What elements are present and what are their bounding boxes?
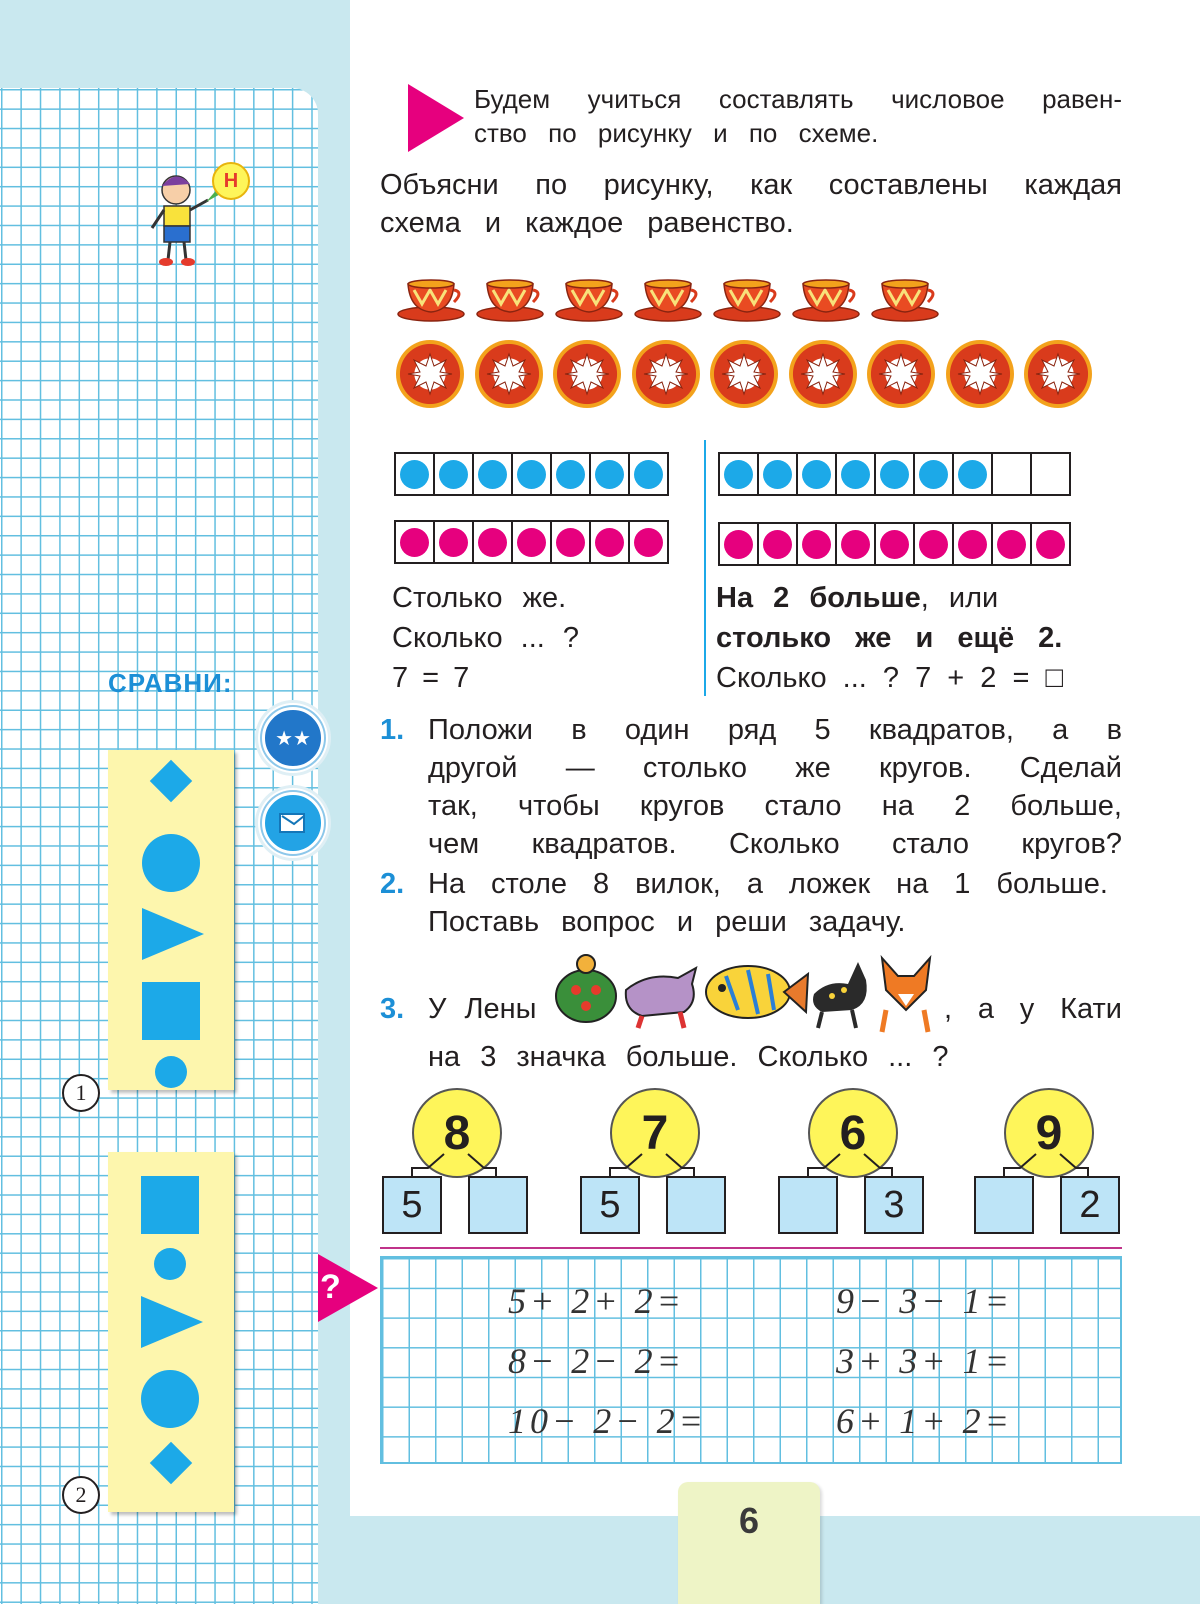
scheme-dot [919, 460, 948, 489]
task-3-line-2: на 3 значка больше. Сколько ... ? [428, 1041, 949, 1073]
number-tree-part-right[interactable] [468, 1176, 528, 1234]
scheme-dot [634, 460, 663, 489]
left-caption-line-2: Сколько ... ? [392, 622, 580, 654]
circle-shape [142, 834, 200, 892]
scheme-cell [474, 454, 513, 494]
scheme-dot [556, 528, 585, 557]
number-tree-total: 9 [1004, 1088, 1094, 1178]
saucer-icon [475, 340, 543, 408]
scheme-dot [763, 460, 792, 489]
task-1-text [428, 711, 1122, 863]
expression: 6+ 1+ 2= [836, 1401, 1013, 1441]
right-caption-rest: , или [920, 582, 999, 614]
shape-card-2 [108, 1152, 234, 1512]
scheme-right-top [718, 452, 1071, 496]
scheme-dot [958, 530, 987, 559]
scheme-cell [993, 524, 1032, 564]
horse-badge-icon [813, 962, 867, 1028]
scheme-dot [802, 460, 831, 489]
expression: 5+ 2+ 2= [508, 1281, 685, 1321]
scheme-cell [876, 454, 915, 494]
task-1-line: Положи в один ряд 5 квадратов, а в [428, 714, 1122, 746]
fish-badge-icon [706, 966, 808, 1018]
number-tree-part-left[interactable] [778, 1176, 838, 1234]
saucers-row [396, 340, 1096, 412]
scheme-dot [439, 460, 468, 489]
intro-line-1: Будем учиться составлять числовое равен- [474, 84, 1122, 114]
card-number-2: 2 [62, 1476, 100, 1514]
scheme-cell [720, 524, 759, 564]
section-divider [380, 1247, 1122, 1249]
task-2-line: Поставь вопрос и реши задачу. [428, 906, 906, 938]
scheme-cell [954, 454, 993, 494]
small-circle-shape [155, 1056, 187, 1088]
scheme-cell [837, 454, 876, 494]
scheme-dot [958, 460, 987, 489]
saucer-icon [1024, 340, 1092, 408]
number-tree-part-left[interactable]: 5 [382, 1176, 442, 1234]
diamond-shape [150, 1442, 192, 1484]
number-tree-part-left[interactable] [974, 1176, 1034, 1234]
scheme-dot [595, 460, 624, 489]
saucer-icon [867, 340, 935, 408]
scheme-dot [841, 460, 870, 489]
task-3-text-end: , а у Кати [944, 993, 1122, 1025]
triangle-shape [141, 1296, 203, 1348]
task-1-line: чем квадратов. Сколько стало кругов? [428, 828, 1122, 860]
rhino-badge-icon [626, 968, 696, 1028]
scheme-cell [915, 524, 954, 564]
scheme-cell [915, 454, 954, 494]
turtle-badge-icon [556, 955, 616, 1022]
scheme-divider [704, 440, 706, 696]
scheme-cell [1032, 524, 1069, 564]
stars-icon[interactable]: ★★ [258, 703, 328, 773]
scheme-dot [400, 528, 429, 557]
number-tree-part-right[interactable] [666, 1176, 726, 1234]
notebook-icon[interactable] [258, 788, 328, 858]
instruction-line-1: Объясни по рисунку, как составлены каждая [380, 169, 1122, 201]
scheme-cell [837, 524, 876, 564]
saucer-icon [553, 340, 621, 408]
number-tree-total: 6 [808, 1088, 898, 1178]
number-tree-part-right[interactable]: 2 [1060, 1176, 1120, 1234]
scheme-cell [798, 454, 837, 494]
scheme-cell [474, 522, 513, 562]
expression: 10− 2− 2= [508, 1401, 707, 1441]
saucer-icon [789, 340, 857, 408]
scheme-dot [763, 530, 792, 559]
teacup-icon [712, 276, 782, 327]
instruction-text [380, 166, 1122, 242]
task-2-text [428, 865, 1108, 941]
saucer-icon [396, 340, 464, 408]
scheme-cell [798, 524, 837, 564]
scheme-dot [478, 528, 507, 557]
scheme-dot [724, 460, 753, 489]
task-1-line: другой — столько же кругов. Сделай [428, 752, 1122, 784]
scheme-dot [997, 530, 1026, 559]
expression: 9− 3− 1= [836, 1281, 1013, 1321]
instruction-line-2: схема и каждое равенство. [380, 207, 794, 239]
page-number-tab [678, 1482, 820, 1604]
badges-picture [552, 950, 942, 1034]
scheme-cell [759, 454, 798, 494]
scheme-cell [954, 524, 993, 564]
cups-row [396, 276, 956, 324]
scheme-dot [880, 530, 909, 559]
right-caption-line-1 [716, 578, 1116, 618]
saucer-icon [946, 340, 1014, 408]
scheme-dot [1036, 530, 1065, 559]
hint-badge: Н [212, 162, 250, 200]
right-caption-bold: На 2 больше [716, 582, 921, 614]
scheme-dot [439, 528, 468, 557]
play-arrow-icon [408, 84, 464, 152]
scheme-cell [435, 454, 474, 494]
task-1-number: 1. [380, 714, 405, 746]
number-tree-part-right[interactable]: 3 [864, 1176, 924, 1234]
expression: 3+ 3+ 1= [836, 1341, 1013, 1381]
scheme-cell [552, 454, 591, 494]
expression: 8− 2− 2= [508, 1341, 685, 1381]
scheme-cell [396, 454, 435, 494]
card-number-1: 1 [62, 1074, 100, 1112]
scheme-cell [513, 454, 552, 494]
scheme-dot [517, 460, 546, 489]
scheme-cell [513, 522, 552, 562]
teacup-icon [870, 276, 940, 327]
scheme-cell [759, 524, 798, 564]
scheme-cell [552, 522, 591, 562]
number-tree-total: 7 [610, 1088, 700, 1178]
scheme-cell [630, 522, 667, 562]
task-3-number: 3. [380, 993, 405, 1025]
square-shape [142, 982, 200, 1040]
compare-label: СРАВНИ: [108, 668, 233, 698]
task-1-line: так, чтобы кругов стало на 2 больше, [428, 790, 1122, 822]
scheme-cell [1032, 454, 1069, 494]
scheme-cell [993, 454, 1032, 494]
number-tree-total: 8 [412, 1088, 502, 1178]
scheme-cell [591, 454, 630, 494]
intro-text [474, 82, 1122, 150]
diamond-shape [150, 760, 192, 802]
triangle-shape [142, 908, 204, 960]
question-mark: ? [320, 1268, 341, 1306]
scheme-dot [595, 528, 624, 557]
saucer-icon [710, 340, 778, 408]
scheme-dot [841, 530, 870, 559]
scheme-dot [478, 460, 507, 489]
teacup-icon [633, 276, 703, 327]
scheme-right-bottom [718, 522, 1071, 566]
scheme-cell [876, 524, 915, 564]
scheme-dot [880, 460, 909, 489]
task-2-number: 2. [380, 868, 405, 900]
scheme-cell [591, 522, 630, 562]
left-caption-line-1: Столько же. [392, 582, 567, 614]
right-caption-line-3: Сколько ... ? 7 + 2 = □ [716, 662, 1063, 694]
left-caption-line-3: 7 = 7 [392, 662, 470, 694]
number-tree-part-left[interactable]: 5 [580, 1176, 640, 1234]
scheme-dot [802, 530, 831, 559]
circle-shape [141, 1370, 199, 1428]
task-3-text-start: У Лены [428, 993, 537, 1025]
scheme-left-bottom [394, 520, 669, 564]
shape-card-1 [108, 750, 234, 1090]
saucer-icon [632, 340, 700, 408]
right-caption [716, 578, 1116, 698]
page-number: 6 [738, 1500, 760, 1541]
teacup-icon [791, 276, 861, 327]
scheme-dot [919, 530, 948, 559]
scheme-dot [634, 528, 663, 557]
fox-badge-icon [882, 958, 930, 1032]
task-2-line: На столе 8 вилок, а ложек на 1 больше. [428, 868, 1108, 900]
right-caption-line-2: столько же и ещё 2. [716, 622, 1063, 654]
scheme-cell [720, 454, 759, 494]
small-circle-shape [154, 1248, 186, 1280]
square-shape [141, 1176, 199, 1234]
scheme-left-top [394, 452, 669, 496]
left-caption [392, 578, 692, 698]
scheme-dot [724, 530, 753, 559]
teacup-icon [475, 276, 545, 327]
scheme-cell [630, 454, 667, 494]
scheme-cell [435, 522, 474, 562]
teacup-icon [396, 276, 466, 327]
scheme-dot [400, 460, 429, 489]
scheme-dot [556, 460, 585, 489]
scheme-cell [396, 522, 435, 562]
intro-line-2: ство по рисунку и по схеме. [474, 118, 879, 148]
teacup-icon [554, 276, 624, 327]
scheme-dot [517, 528, 546, 557]
